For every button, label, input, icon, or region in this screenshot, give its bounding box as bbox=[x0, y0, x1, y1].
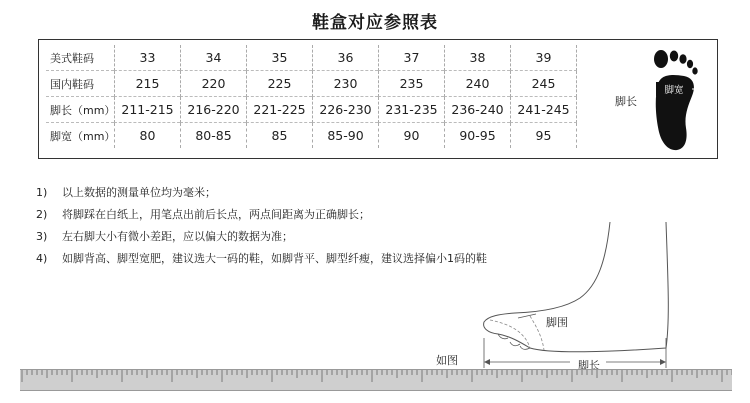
foot-measure-diagram bbox=[470, 220, 690, 370]
footprint-icon bbox=[644, 44, 704, 154]
table-cell: 241-245 bbox=[510, 97, 577, 123]
table-row bbox=[46, 45, 577, 71]
table-cell: 80-85 bbox=[180, 123, 246, 148]
table-cell: 245 bbox=[510, 71, 577, 97]
table-cell: 230 bbox=[312, 71, 378, 97]
table-cell: 216-220 bbox=[180, 97, 246, 123]
table-cell: 36 bbox=[312, 45, 378, 71]
notes-list bbox=[36, 182, 487, 270]
table-cell: 90-95 bbox=[444, 123, 510, 148]
page-title: 鞋盒对应参照表 bbox=[312, 13, 438, 33]
table-row bbox=[46, 123, 577, 148]
table-cell: 95 bbox=[510, 123, 577, 148]
length-label: 脚长 bbox=[578, 359, 600, 372]
table-row bbox=[46, 97, 577, 123]
row-header: 国内鞋码 bbox=[46, 71, 114, 97]
ruler bbox=[20, 369, 732, 391]
table-cell: 80 bbox=[114, 123, 180, 148]
table-cell: 39 bbox=[510, 45, 577, 71]
table-cell: 85 bbox=[246, 123, 312, 148]
table-cell: 220 bbox=[180, 71, 246, 97]
table-cell: 226-230 bbox=[312, 97, 378, 123]
row-header: 脚长（mm） bbox=[46, 97, 114, 123]
table-cell: 211-215 bbox=[114, 97, 180, 123]
table-cell: 240 bbox=[444, 71, 510, 97]
row-header: 美式鞋码 bbox=[46, 45, 114, 71]
table-cell: 215 bbox=[114, 71, 180, 97]
table-cell: 235 bbox=[378, 71, 444, 97]
note-item: 1) 以上数据的测量单位均为毫米； bbox=[36, 186, 216, 199]
size-table bbox=[46, 45, 577, 148]
note-item: 2) 将脚踩在白纸上，用笔点出前后长点，两点间距离为正确脚长； bbox=[36, 208, 370, 221]
table-cell: 38 bbox=[444, 45, 510, 71]
girth-label: 脚围 bbox=[546, 316, 568, 329]
table-cell: 35 bbox=[246, 45, 312, 71]
table-cell: 85-90 bbox=[312, 123, 378, 148]
row-header: 脚宽（mm） bbox=[50, 129, 116, 143]
as-shown-label: 如图 bbox=[436, 354, 458, 367]
foot-width-label: 脚宽 bbox=[664, 85, 684, 96]
table-cell: 33 bbox=[114, 45, 180, 71]
table-cell: 37 bbox=[378, 45, 444, 71]
table-row bbox=[46, 71, 577, 97]
table-cell: 34 bbox=[180, 45, 246, 71]
table-cell: 231-235 bbox=[378, 97, 444, 123]
table-cell: 90 bbox=[378, 123, 444, 148]
table-cell: 225 bbox=[246, 71, 312, 97]
foot-length-side-label: 脚长 bbox=[615, 95, 637, 108]
table-cell: 221-225 bbox=[246, 97, 312, 123]
table-cell: 236-240 bbox=[444, 97, 510, 123]
note-item: 4) 如脚背高、脚型宽肥，建议选大一码的鞋，如脚背平、脚型纤瘦，建议选择偏小1码的鞋 bbox=[36, 252, 487, 265]
note-item: 3) 左右脚大小有微小差距，应以偏大的数据为准； bbox=[36, 230, 293, 243]
